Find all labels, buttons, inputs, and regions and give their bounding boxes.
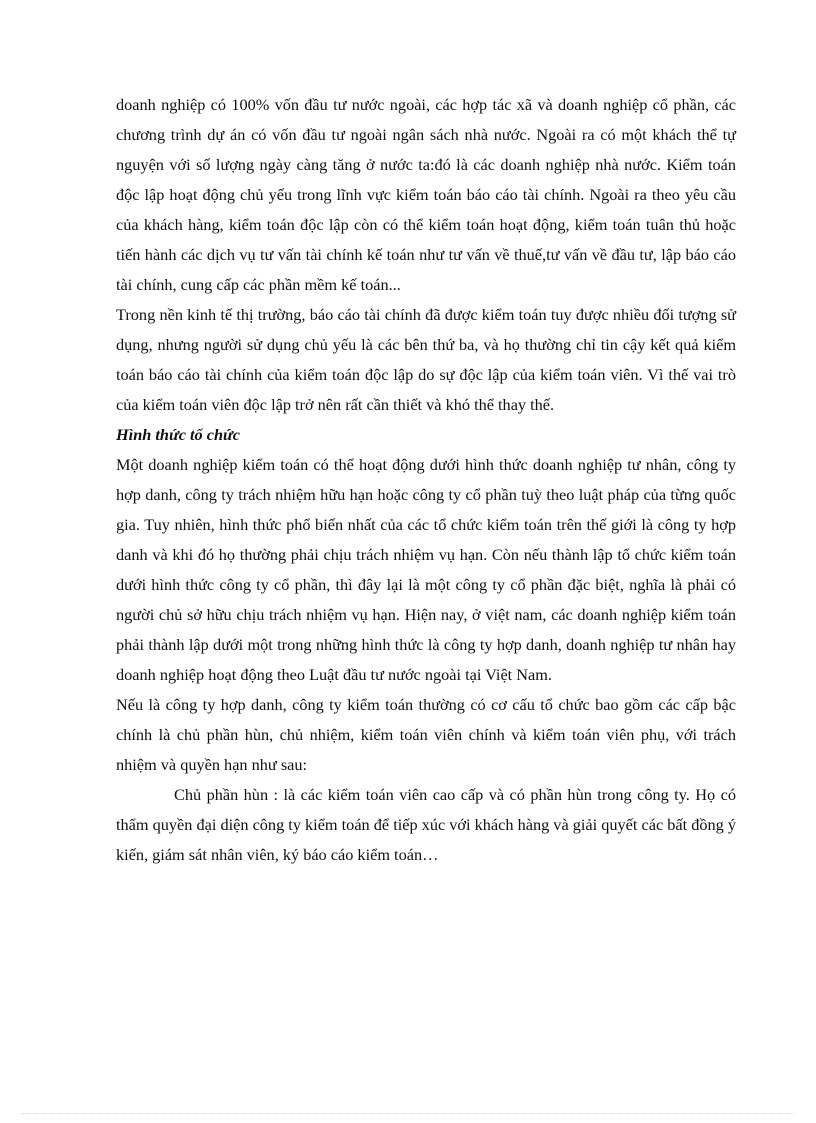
page-body [116,90,736,870]
paragraph-audit-clients: doanh nghiệp có 100% vốn đầu tư nước ngoài, các hợp tác xã và doanh nghiệp cổ phần, các chương trình dự án có vốn đầu tư ngoài ngân sách nhà nước. Ngoài ra có một khách thể tự nguyện với số lượng ngày càng tăng ở nước ta:đó là các doanh nghiệp nhà nước. Kiểm toán độc lập hoạt động chủ yếu trong lĩnh vực kiểm toán báo cáo tài chính. Ngoài ra theo yêu cầu của khách hàng, kiểm toán độc lập còn có thể kiểm toán hoạt động, kiểm toán tuân thủ hoặc tiến hành các dịch vụ tư vấn tài chính kế toán như tư vấn về thuế,tư vấn về đầu tư, lập báo cáo tài chính, cung cấp các phần mềm kế toán... [116,95,736,294]
paragraph-partner-role: Chủ phần hùn : là các kiểm toán viên cao cấp và có phần hùn trong công ty. Họ có thẩm quyền đại diện công ty kiểm toán để tiếp xúc với khách hàng và giải quyết các bất đồng ý kiến, giám sát nhân viên, ký báo cáo kiểm toán… [116,785,736,864]
paragraph-organization-forms: Một doanh nghiệp kiểm toán có thể hoạt động dưới hình thức doanh nghiệp tư nhân, công ty hợp danh, công ty trách nhiệm hữu hạn hoặc công ty cổ phần tuỳ theo luật pháp của từng quốc gia. Tuy nhiên, hình thức phổ biến nhất của các tổ chức kiểm toán trên thế giới là công ty hợp danh và khi đó họ thường phải chịu trách nhiệm vụ hạn. Còn nếu thành lập tổ chức kiểm toán dưới hình thức công ty cổ phần, thì đây lại là một công ty cổ phần đặc biệt, nghĩa là phải có người chủ sở hữu chịu trách nhiệm vụ hạn. Hiện nay, ở việt nam, các doanh nghiệp kiểm toán phải thành lập dưới một trong những hình thức là công ty hợp danh, doanh nghiệp tư nhân hay doanh nghiệp hoạt động theo Luật đầu tư nước ngoài tại Việt Nam. [116,455,736,684]
page-bottom-divider [22,1113,794,1114]
paragraph-financial-statements: Trong nền kinh tế thị trường, báo cáo tài chính đã được kiểm toán tuy được nhiều đối tượng sử dụng, nhưng người sử dụng chủ yếu là các bên thứ ba, và họ thường chỉ tin cậy kết quả kiểm toán báo cáo tài chính của kiểm toán độc lập do sự độc lập của kiểm toán viên. Vì thế vai trò của kiểm toán viên độc lập trở nên rất cần thiết và khó thể thay thế. [116,305,736,414]
paragraph-partnership-structure: Nếu là công ty hợp danh, công ty kiểm toán thường có cơ cấu tổ chức bao gồm các cấp bậc chính là chủ phần hùn, chủ nhiệm, kiểm toán viên chính và kiểm toán viên phụ, với trách nhiệm và quyền hạn như sau: [116,695,736,774]
section-heading-organization-form: Hình thức tổ chức [116,425,240,444]
